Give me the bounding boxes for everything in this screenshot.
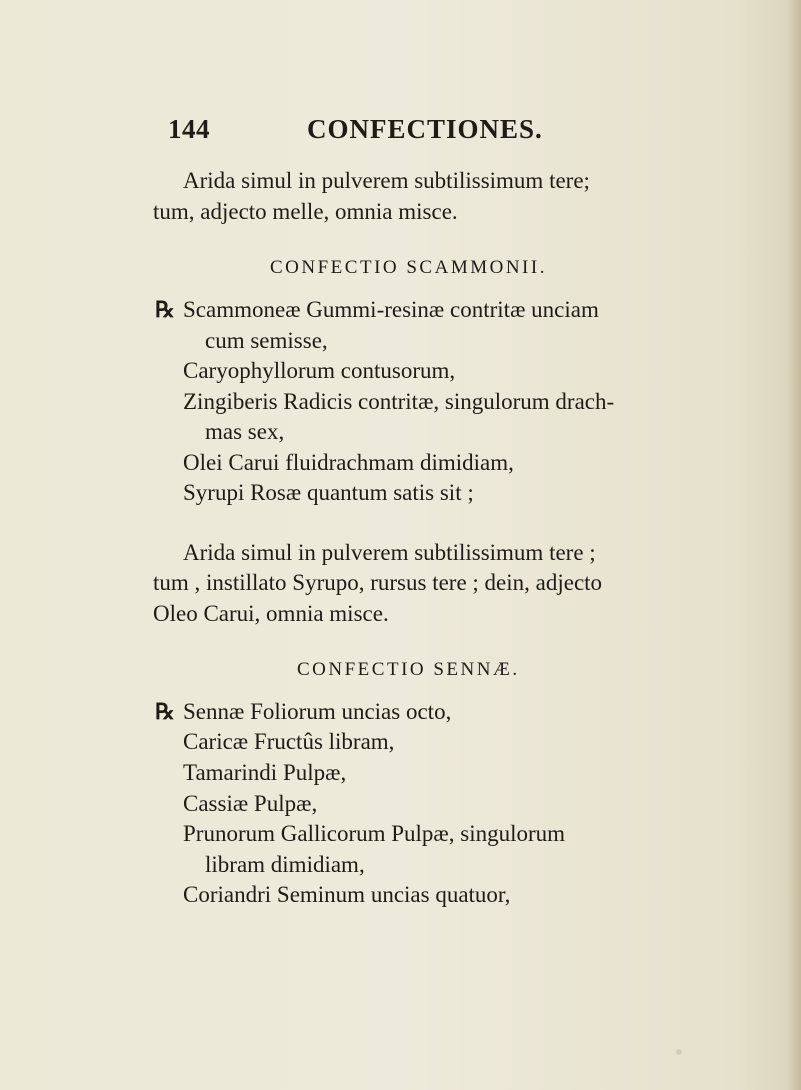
intro-line: tum, adjecto melle, omnia misce. xyxy=(153,199,458,224)
recipe-title: CONFECTIO SENNÆ. xyxy=(297,659,520,680)
ingredient-line: Prunorum Gallicorum Pulpæ, singulorum xyxy=(183,821,566,846)
page-number: 144 xyxy=(168,114,210,144)
ingredient-line: Syrupi Rosæ quantum satis sit ; xyxy=(183,480,474,505)
ingredient-line: Olei Carui fluidrachmam dimidiam, xyxy=(183,450,514,475)
rx-symbol: ℞ xyxy=(155,297,175,322)
running-head: CONFECTIONES. xyxy=(307,114,543,144)
ingredient-line: Coriandri Seminum uncias quatuor, xyxy=(183,882,511,907)
method-line: Oleo Carui, omnia misce. xyxy=(153,601,389,626)
page-header xyxy=(168,114,638,148)
ingredient-line: Caricæ Fructûs libram, xyxy=(183,729,395,754)
ingredient-line: Zingiberis Radicis contritæ, singulorum drach- xyxy=(183,389,615,414)
ingredient-line: Sennæ Foliorum uncias octo, xyxy=(183,699,452,724)
ingredient-line: Cassiæ Pulpæ, xyxy=(183,791,318,816)
method-line: tum , instillato Syrupo, rursus tere ; dein, adjecto xyxy=(153,570,603,595)
paper-speck xyxy=(676,1049,682,1055)
ingredient-line: Caryophyllorum contusorum, xyxy=(183,358,456,383)
ingredient-line: libram dimidiam, xyxy=(205,852,365,877)
ingredient-line: mas sex, xyxy=(205,419,285,444)
ingredient-line: Tamarindi Pulpæ, xyxy=(183,760,347,785)
ingredient-line: cum semisse, xyxy=(205,328,328,353)
rx-symbol: ℞ xyxy=(155,699,175,724)
method-line: Arida simul in pulverem subtilissimum tere ; xyxy=(183,540,596,565)
page-edge-shadow xyxy=(787,0,801,1090)
intro-line: Arida simul in pulverem subtilissimum tere; xyxy=(183,168,590,193)
recipe-title: CONFECTIO SCAMMONII. xyxy=(270,257,547,278)
ingredient-line: Scammoneæ Gummi-resinæ contritæ unciam xyxy=(183,297,599,322)
